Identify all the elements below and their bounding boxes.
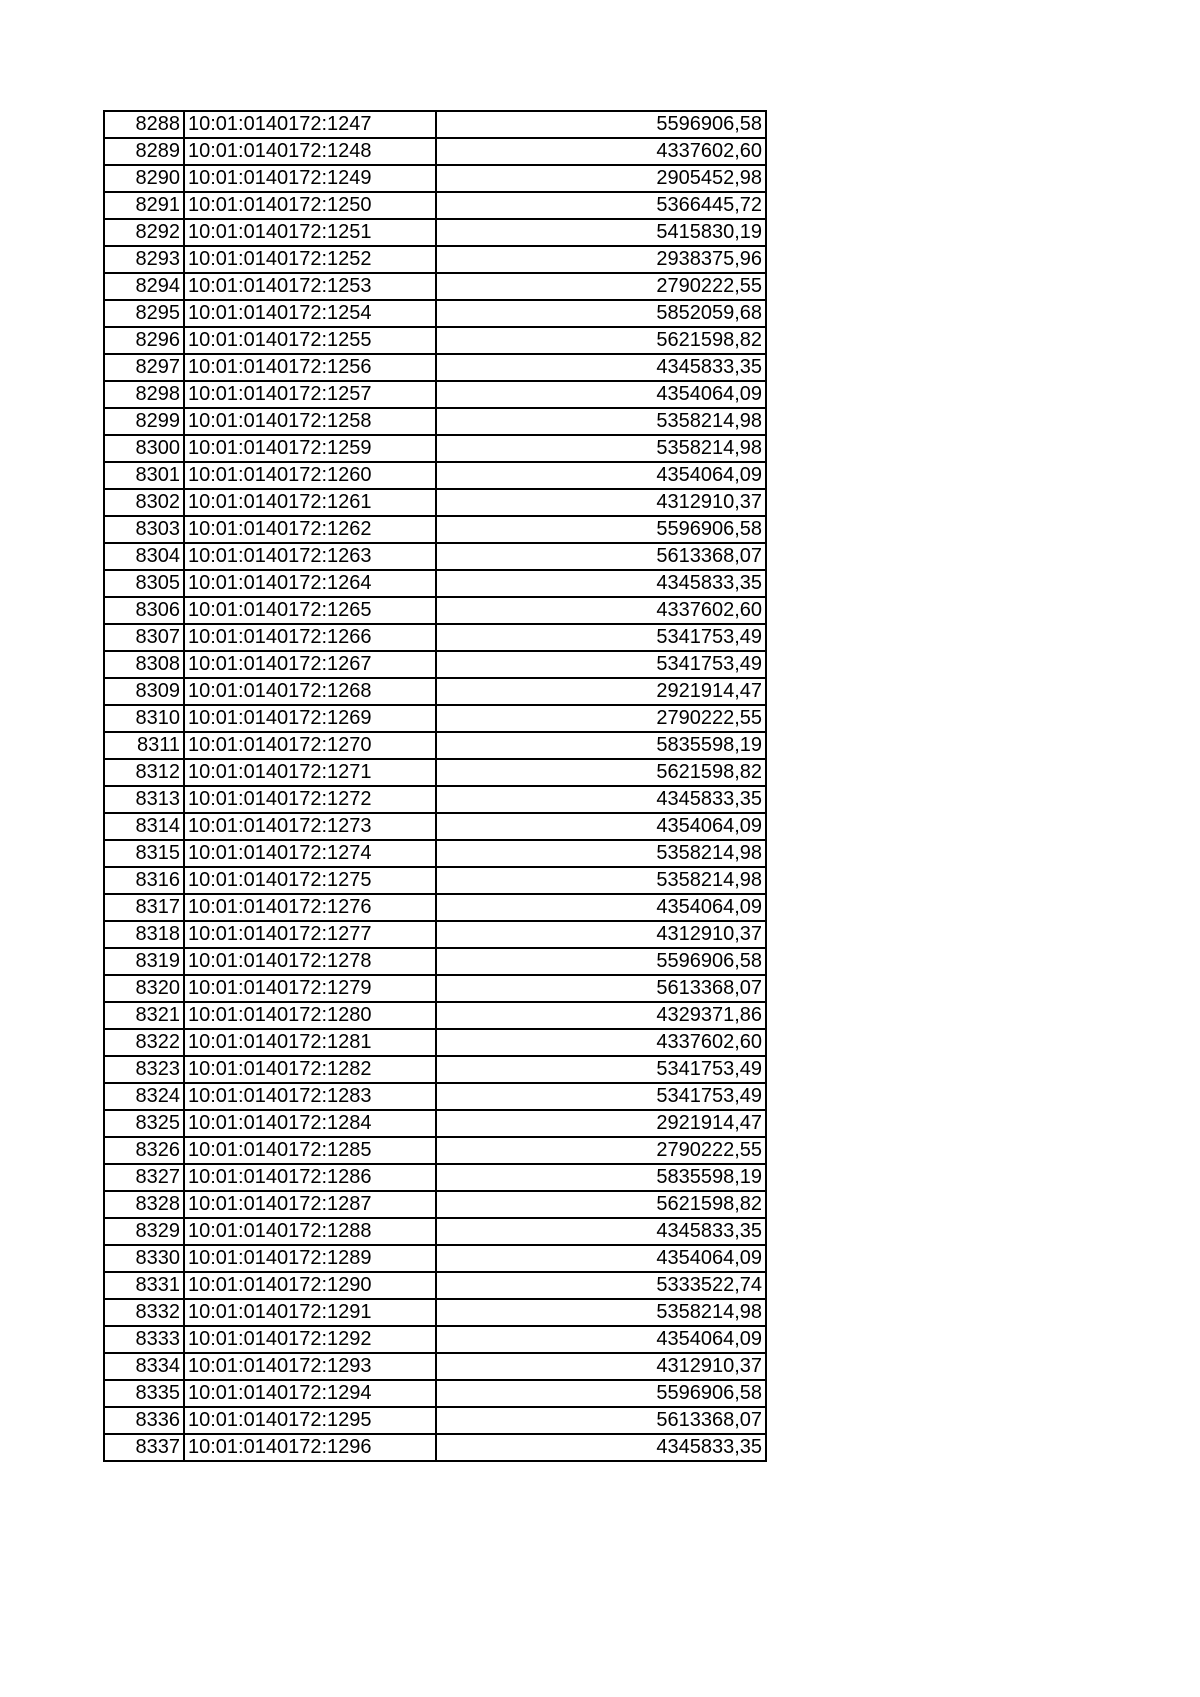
value-cell: 5358214,98 xyxy=(436,840,766,867)
cadastral-number-cell: 10:01:0140172:1292 xyxy=(184,1326,436,1353)
value-cell: 4354064,09 xyxy=(436,1326,766,1353)
table-row xyxy=(104,894,766,921)
value-cell: 5613368,07 xyxy=(436,543,766,570)
row-number-cell: 8322 xyxy=(104,1029,184,1056)
row-number-cell: 8301 xyxy=(104,462,184,489)
table-row xyxy=(104,300,766,327)
value-cell: 4345833,35 xyxy=(436,1434,766,1461)
value-cell: 4354064,09 xyxy=(436,462,766,489)
cadastral-number-cell: 10:01:0140172:1283 xyxy=(184,1083,436,1110)
table-row xyxy=(104,381,766,408)
table-row xyxy=(104,570,766,597)
row-number-cell: 8329 xyxy=(104,1218,184,1245)
cadastral-number-cell: 10:01:0140172:1272 xyxy=(184,786,436,813)
table-row xyxy=(104,489,766,516)
value-cell: 5621598,82 xyxy=(436,1191,766,1218)
table-row xyxy=(104,273,766,300)
value-cell: 5596906,58 xyxy=(436,948,766,975)
value-cell: 5358214,98 xyxy=(436,867,766,894)
row-number-cell: 8297 xyxy=(104,354,184,381)
row-number-cell: 8292 xyxy=(104,219,184,246)
cadastral-number-cell: 10:01:0140172:1250 xyxy=(184,192,436,219)
cadastral-number-cell: 10:01:0140172:1263 xyxy=(184,543,436,570)
table-row xyxy=(104,678,766,705)
value-cell: 5358214,98 xyxy=(436,435,766,462)
cadastral-number-cell: 10:01:0140172:1273 xyxy=(184,813,436,840)
cadastral-number-cell: 10:01:0140172:1278 xyxy=(184,948,436,975)
table-row xyxy=(104,840,766,867)
table-row xyxy=(104,1002,766,1029)
cadastral-number-cell: 10:01:0140172:1254 xyxy=(184,300,436,327)
value-cell: 5333522,74 xyxy=(436,1272,766,1299)
row-number-cell: 8298 xyxy=(104,381,184,408)
row-number-cell: 8302 xyxy=(104,489,184,516)
value-cell: 5341753,49 xyxy=(436,1056,766,1083)
table-row xyxy=(104,813,766,840)
cadastral-value-table xyxy=(103,110,767,1462)
row-number-cell: 8331 xyxy=(104,1272,184,1299)
cadastral-number-cell: 10:01:0140172:1281 xyxy=(184,1029,436,1056)
cadastral-number-cell: 10:01:0140172:1291 xyxy=(184,1299,436,1326)
value-cell: 5852059,68 xyxy=(436,300,766,327)
table-row xyxy=(104,462,766,489)
value-cell: 5341753,49 xyxy=(436,1083,766,1110)
cadastral-number-cell: 10:01:0140172:1275 xyxy=(184,867,436,894)
cadastral-number-cell: 10:01:0140172:1290 xyxy=(184,1272,436,1299)
cadastral-number-cell: 10:01:0140172:1249 xyxy=(184,165,436,192)
value-cell: 4312910,37 xyxy=(436,921,766,948)
row-number-cell: 8306 xyxy=(104,597,184,624)
value-cell: 5366445,72 xyxy=(436,192,766,219)
cadastral-number-cell: 10:01:0140172:1262 xyxy=(184,516,436,543)
cadastral-number-cell: 10:01:0140172:1260 xyxy=(184,462,436,489)
value-cell: 5621598,82 xyxy=(436,759,766,786)
table-row xyxy=(104,975,766,1002)
cadastral-number-cell: 10:01:0140172:1252 xyxy=(184,246,436,273)
table-row xyxy=(104,516,766,543)
value-cell: 5596906,58 xyxy=(436,516,766,543)
value-cell: 4337602,60 xyxy=(436,597,766,624)
table-row xyxy=(104,1110,766,1137)
row-number-cell: 8333 xyxy=(104,1326,184,1353)
row-number-cell: 8327 xyxy=(104,1164,184,1191)
value-cell: 4354064,09 xyxy=(436,381,766,408)
cadastral-number-cell: 10:01:0140172:1247 xyxy=(184,111,436,138)
value-cell: 4354064,09 xyxy=(436,813,766,840)
value-cell: 4337602,60 xyxy=(436,138,766,165)
row-number-cell: 8311 xyxy=(104,732,184,759)
value-cell: 4345833,35 xyxy=(436,1218,766,1245)
table-row xyxy=(104,543,766,570)
row-number-cell: 8294 xyxy=(104,273,184,300)
cadastral-number-cell: 10:01:0140172:1287 xyxy=(184,1191,436,1218)
value-cell: 4329371,86 xyxy=(436,1002,766,1029)
cadastral-number-cell: 10:01:0140172:1261 xyxy=(184,489,436,516)
cadastral-number-cell: 10:01:0140172:1285 xyxy=(184,1137,436,1164)
table-row xyxy=(104,1272,766,1299)
row-number-cell: 8323 xyxy=(104,1056,184,1083)
row-number-cell: 8310 xyxy=(104,705,184,732)
row-number-cell: 8299 xyxy=(104,408,184,435)
table-row xyxy=(104,732,766,759)
cadastral-number-cell: 10:01:0140172:1255 xyxy=(184,327,436,354)
value-cell: 2921914,47 xyxy=(436,1110,766,1137)
cadastral-number-cell: 10:01:0140172:1282 xyxy=(184,1056,436,1083)
cadastral-number-cell: 10:01:0140172:1288 xyxy=(184,1218,436,1245)
value-cell: 2938375,96 xyxy=(436,246,766,273)
cadastral-number-cell: 10:01:0140172:1271 xyxy=(184,759,436,786)
table-row xyxy=(104,1137,766,1164)
value-cell: 4345833,35 xyxy=(436,786,766,813)
row-number-cell: 8325 xyxy=(104,1110,184,1137)
cadastral-number-cell: 10:01:0140172:1296 xyxy=(184,1434,436,1461)
value-cell: 4345833,35 xyxy=(436,354,766,381)
value-cell: 4345833,35 xyxy=(436,570,766,597)
value-cell: 5613368,07 xyxy=(436,975,766,1002)
cadastral-number-cell: 10:01:0140172:1251 xyxy=(184,219,436,246)
row-number-cell: 8307 xyxy=(104,624,184,651)
cadastral-number-cell: 10:01:0140172:1257 xyxy=(184,381,436,408)
table-row xyxy=(104,354,766,381)
table-row xyxy=(104,435,766,462)
table-row xyxy=(104,192,766,219)
row-number-cell: 8326 xyxy=(104,1137,184,1164)
table-row xyxy=(104,138,766,165)
value-cell: 5358214,98 xyxy=(436,408,766,435)
row-number-cell: 8305 xyxy=(104,570,184,597)
table-body xyxy=(104,111,766,1461)
cadastral-number-cell: 10:01:0140172:1284 xyxy=(184,1110,436,1137)
value-cell: 5358214,98 xyxy=(436,1299,766,1326)
table-row xyxy=(104,1326,766,1353)
table-row xyxy=(104,867,766,894)
cadastral-number-cell: 10:01:0140172:1274 xyxy=(184,840,436,867)
row-number-cell: 8330 xyxy=(104,1245,184,1272)
cadastral-number-cell: 10:01:0140172:1266 xyxy=(184,624,436,651)
row-number-cell: 8314 xyxy=(104,813,184,840)
row-number-cell: 8316 xyxy=(104,867,184,894)
cadastral-number-cell: 10:01:0140172:1286 xyxy=(184,1164,436,1191)
row-number-cell: 8321 xyxy=(104,1002,184,1029)
table-row xyxy=(104,597,766,624)
row-number-cell: 8318 xyxy=(104,921,184,948)
row-number-cell: 8313 xyxy=(104,786,184,813)
row-number-cell: 8300 xyxy=(104,435,184,462)
table-row xyxy=(104,948,766,975)
value-cell: 5835598,19 xyxy=(436,1164,766,1191)
table-row xyxy=(104,1164,766,1191)
value-cell: 5341753,49 xyxy=(436,624,766,651)
table-row xyxy=(104,165,766,192)
table-row xyxy=(104,246,766,273)
row-number-cell: 8332 xyxy=(104,1299,184,1326)
row-number-cell: 8319 xyxy=(104,948,184,975)
cadastral-number-cell: 10:01:0140172:1295 xyxy=(184,1407,436,1434)
cadastral-number-cell: 10:01:0140172:1259 xyxy=(184,435,436,462)
value-cell: 4312910,37 xyxy=(436,1353,766,1380)
table-row xyxy=(104,1083,766,1110)
row-number-cell: 8315 xyxy=(104,840,184,867)
table-row xyxy=(104,1407,766,1434)
table-row xyxy=(104,1191,766,1218)
cadastral-number-cell: 10:01:0140172:1264 xyxy=(184,570,436,597)
table-row xyxy=(104,651,766,678)
value-cell: 2905452,98 xyxy=(436,165,766,192)
cadastral-number-cell: 10:01:0140172:1253 xyxy=(184,273,436,300)
cadastral-number-cell: 10:01:0140172:1280 xyxy=(184,1002,436,1029)
value-cell: 5613368,07 xyxy=(436,1407,766,1434)
table-row xyxy=(104,1380,766,1407)
value-cell: 4337602,60 xyxy=(436,1029,766,1056)
row-number-cell: 8309 xyxy=(104,678,184,705)
value-cell: 4354064,09 xyxy=(436,894,766,921)
row-number-cell: 8289 xyxy=(104,138,184,165)
row-number-cell: 8288 xyxy=(104,111,184,138)
cadastral-number-cell: 10:01:0140172:1289 xyxy=(184,1245,436,1272)
table-row xyxy=(104,705,766,732)
value-cell: 4354064,09 xyxy=(436,1245,766,1272)
cadastral-number-cell: 10:01:0140172:1256 xyxy=(184,354,436,381)
cadastral-number-cell: 10:01:0140172:1270 xyxy=(184,732,436,759)
row-number-cell: 8328 xyxy=(104,1191,184,1218)
row-number-cell: 8320 xyxy=(104,975,184,1002)
cadastral-number-cell: 10:01:0140172:1267 xyxy=(184,651,436,678)
table-row xyxy=(104,1029,766,1056)
table-row xyxy=(104,327,766,354)
row-number-cell: 8304 xyxy=(104,543,184,570)
table-row xyxy=(104,1218,766,1245)
table-row xyxy=(104,1353,766,1380)
table-row xyxy=(104,408,766,435)
row-number-cell: 8317 xyxy=(104,894,184,921)
value-cell: 4312910,37 xyxy=(436,489,766,516)
row-number-cell: 8296 xyxy=(104,327,184,354)
row-number-cell: 8293 xyxy=(104,246,184,273)
cadastral-number-cell: 10:01:0140172:1269 xyxy=(184,705,436,732)
cadastral-number-cell: 10:01:0140172:1294 xyxy=(184,1380,436,1407)
table-row xyxy=(104,219,766,246)
table-row xyxy=(104,111,766,138)
row-number-cell: 8334 xyxy=(104,1353,184,1380)
cadastral-number-cell: 10:01:0140172:1248 xyxy=(184,138,436,165)
table-row xyxy=(104,759,766,786)
row-number-cell: 8291 xyxy=(104,192,184,219)
table-row xyxy=(104,624,766,651)
row-number-cell: 8308 xyxy=(104,651,184,678)
row-number-cell: 8336 xyxy=(104,1407,184,1434)
row-number-cell: 8290 xyxy=(104,165,184,192)
value-cell: 5835598,19 xyxy=(436,732,766,759)
value-cell: 5341753,49 xyxy=(436,651,766,678)
cadastral-number-cell: 10:01:0140172:1268 xyxy=(184,678,436,705)
value-cell: 2790222,55 xyxy=(436,705,766,732)
row-number-cell: 8335 xyxy=(104,1380,184,1407)
value-cell: 2921914,47 xyxy=(436,678,766,705)
table-row xyxy=(104,1245,766,1272)
value-cell: 2790222,55 xyxy=(436,1137,766,1164)
table-row xyxy=(104,1434,766,1461)
table-row xyxy=(104,786,766,813)
table-row xyxy=(104,1056,766,1083)
cadastral-number-cell: 10:01:0140172:1265 xyxy=(184,597,436,624)
row-number-cell: 8312 xyxy=(104,759,184,786)
table-row xyxy=(104,921,766,948)
value-cell: 5596906,58 xyxy=(436,111,766,138)
cadastral-number-cell: 10:01:0140172:1293 xyxy=(184,1353,436,1380)
cadastral-number-cell: 10:01:0140172:1258 xyxy=(184,408,436,435)
row-number-cell: 8295 xyxy=(104,300,184,327)
value-cell: 5621598,82 xyxy=(436,327,766,354)
value-cell: 5596906,58 xyxy=(436,1380,766,1407)
row-number-cell: 8324 xyxy=(104,1083,184,1110)
value-cell: 2790222,55 xyxy=(436,273,766,300)
cadastral-number-cell: 10:01:0140172:1279 xyxy=(184,975,436,1002)
cadastral-number-cell: 10:01:0140172:1276 xyxy=(184,894,436,921)
value-cell: 5415830,19 xyxy=(436,219,766,246)
cadastral-number-cell: 10:01:0140172:1277 xyxy=(184,921,436,948)
table-row xyxy=(104,1299,766,1326)
row-number-cell: 8337 xyxy=(104,1434,184,1461)
row-number-cell: 8303 xyxy=(104,516,184,543)
